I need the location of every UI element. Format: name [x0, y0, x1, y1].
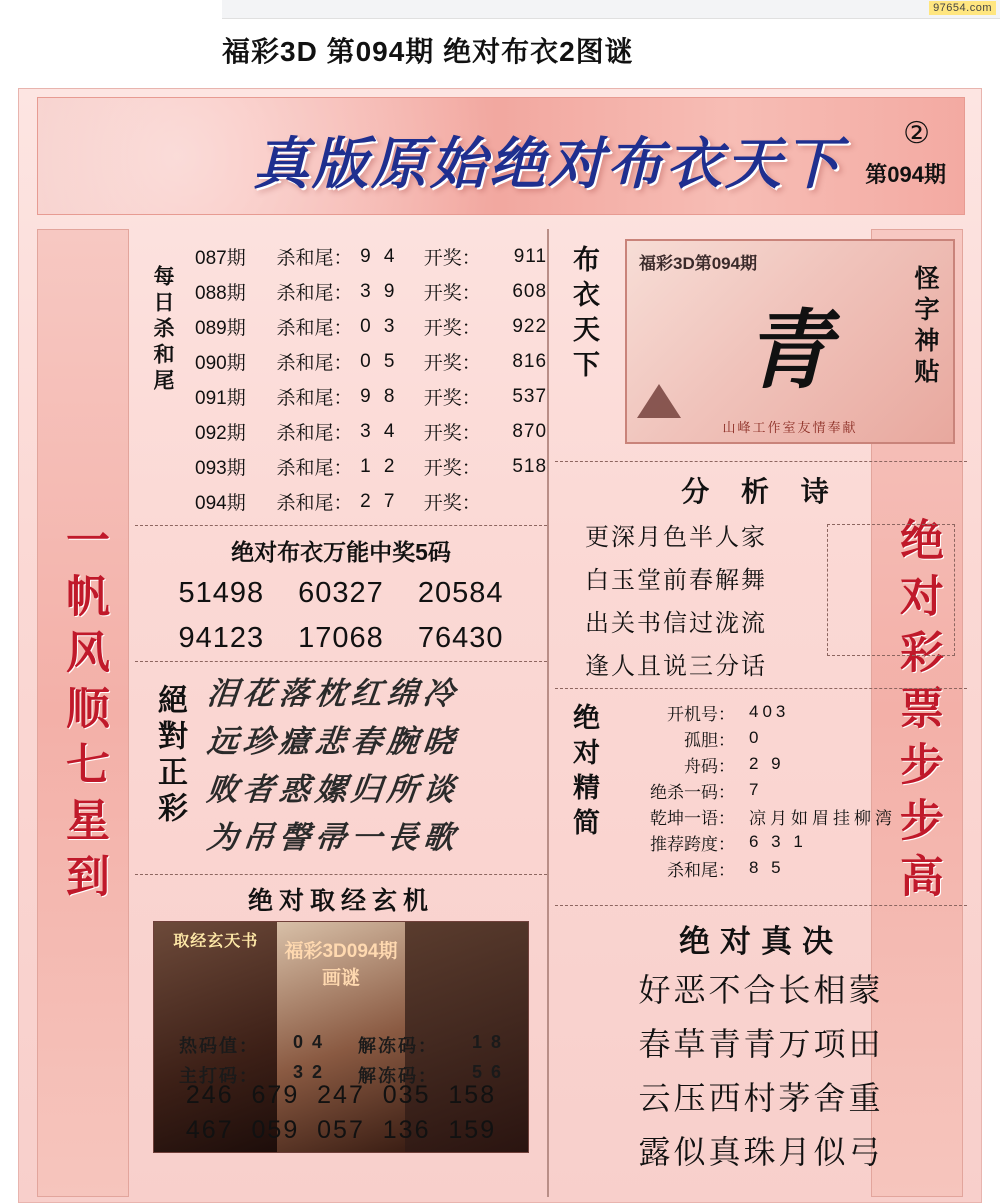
- history-kill: 0 5: [360, 350, 399, 372]
- stats-value: 403: [749, 702, 790, 721]
- photo-left-caption: 取经玄天书: [173, 933, 259, 950]
- history-draw: 816: [512, 350, 548, 372]
- qujing-key: 解冻码：: [358, 1036, 438, 1056]
- history-draw: 870: [512, 420, 548, 442]
- analysis-body: [555, 512, 967, 688]
- history-draw-label: 开奖：: [423, 353, 481, 374]
- calligraphy-poem-section: [135, 662, 547, 874]
- stats-key: 绝杀一码：: [650, 782, 735, 802]
- history-issue: 087期: [195, 248, 246, 269]
- qujing-numbers-row-2: [154, 1113, 528, 1148]
- history-draw-label: 开奖：: [423, 318, 481, 339]
- qujing-number: 158: [448, 1081, 497, 1109]
- codes-section: [135, 526, 547, 661]
- history-draw-label: 开奖：: [423, 458, 481, 479]
- codes-title: 绝对布衣万能中奖5码: [231, 539, 451, 565]
- qujing-value: 0 4: [292, 1032, 324, 1052]
- banner-circle-mark: ②: [903, 117, 930, 150]
- table-row: [135, 414, 547, 449]
- final-title: 绝对真决: [679, 924, 843, 959]
- top-strip: [222, 0, 1000, 19]
- left-side-text: 一帆风顺七星到: [58, 517, 109, 909]
- poem-line: 泪花落枕红绵冷: [205, 676, 461, 712]
- mountain-icon: [637, 384, 681, 418]
- qujing-number: 679: [251, 1081, 300, 1109]
- poem-label: 絕對正彩: [152, 684, 187, 828]
- stats-row: [625, 751, 961, 777]
- stats-value: 0: [749, 728, 763, 747]
- poster: [18, 88, 982, 1203]
- history-kill: 3 9: [360, 280, 399, 302]
- qujing-title: 绝对取经玄机: [247, 886, 434, 915]
- analysis-lines: [585, 516, 835, 688]
- table-row: [135, 484, 547, 519]
- poem-line: 为吊謦帚一長歌: [205, 820, 461, 856]
- site-watermark: 97654.com: [929, 1, 996, 15]
- qujing-number: 467: [185, 1116, 234, 1144]
- history-kill: 1 2: [360, 455, 399, 477]
- history-kill: 9 8: [360, 385, 399, 407]
- qujing-key: 解冻码：: [358, 1066, 438, 1086]
- stats-key: 开机号：: [667, 704, 735, 724]
- stats-key: 推荐跨度：: [650, 834, 735, 854]
- stats-key: 孤胆：: [684, 730, 735, 750]
- history-tag: 杀和尾：: [276, 493, 353, 514]
- qujing-key: 主打码：: [178, 1066, 259, 1086]
- final-line: 云压西村茅舍重: [638, 1080, 884, 1116]
- code-value: 94123: [178, 622, 265, 654]
- history-kill: 0 3: [360, 315, 399, 337]
- history-tag: 杀和尾：: [276, 458, 353, 479]
- history-issue: 094期: [195, 493, 246, 514]
- history-draw: 608: [512, 280, 548, 302]
- code-value: 17068: [298, 622, 384, 654]
- codes-row-2: [135, 616, 547, 661]
- qujing-number: 246: [185, 1081, 234, 1109]
- charm-vertical-label: 布衣天下: [569, 245, 599, 385]
- qujing-number: 057: [317, 1116, 365, 1144]
- charm-side-label: 怪字神贴: [911, 265, 939, 389]
- stats-value: 6 3 1: [749, 832, 807, 851]
- qujing-number: 159: [448, 1116, 497, 1144]
- stats-value: 凉月如眉挂柳湾: [749, 808, 896, 828]
- banner-issue: 第094期: [865, 162, 946, 187]
- history-draw-label: 开奖：: [423, 388, 481, 409]
- stats-value: 8 5: [749, 858, 785, 877]
- photo-center-caption: 福彩3D094期画谜: [284, 941, 398, 989]
- qujing-number: 035: [382, 1081, 431, 1109]
- table-row: [135, 379, 547, 414]
- qujing-number: 247: [317, 1081, 365, 1109]
- table-row: [135, 449, 547, 484]
- history-issue: 093期: [195, 458, 246, 479]
- analysis-title: 分 析 诗: [681, 476, 841, 507]
- code-value: 51498: [178, 577, 265, 609]
- analysis-section: [555, 462, 967, 688]
- codes-row-1: [135, 571, 547, 616]
- stats-row: [625, 803, 961, 829]
- history-issue: 090期: [195, 353, 246, 374]
- right-content-column: [555, 229, 967, 1197]
- analysis-line: 白玉堂前春解舞: [585, 567, 767, 594]
- poster-banner: [37, 97, 965, 215]
- stats-section: [555, 689, 967, 905]
- stats-key: 乾坤一语：: [650, 808, 735, 828]
- history-issue: 089期: [195, 318, 246, 339]
- history-kill: 3 4: [360, 420, 399, 442]
- final-section: [555, 906, 967, 1179]
- history-tag: 杀和尾：: [276, 248, 353, 269]
- history-draw-label: 开奖：: [423, 248, 481, 269]
- poem-line: 败者惑嫘归所谈: [205, 772, 461, 808]
- final-line: 好恶不合长相蒙: [638, 972, 884, 1008]
- qujing-value: 1 8: [472, 1032, 504, 1052]
- poem-lines: [207, 670, 537, 862]
- qujing-number: 136: [382, 1116, 431, 1144]
- analysis-line: 更深月色半人家: [585, 524, 767, 551]
- stats-key: 杀和尾：: [667, 860, 735, 880]
- history-section: [135, 229, 547, 525]
- history-draw: 911: [513, 245, 548, 267]
- empty-placeholder-box: [827, 524, 955, 656]
- history-tag: 杀和尾：: [276, 353, 353, 374]
- qujing-key: 热码值：: [178, 1036, 259, 1056]
- table-row: [135, 344, 547, 379]
- charm-image: [625, 239, 955, 444]
- table-row: [135, 274, 547, 309]
- history-issue: 092期: [195, 423, 246, 444]
- charm-glyph: 青: [745, 300, 831, 401]
- history-issue: 088期: [195, 283, 246, 304]
- stats-row: [625, 855, 961, 881]
- stats-row: [625, 829, 961, 855]
- code-value: 20584: [417, 577, 504, 609]
- history-label: 每日杀和尾: [151, 265, 174, 395]
- left-side-column: [37, 229, 129, 1197]
- qujing-value: 5 6: [472, 1062, 504, 1082]
- analysis-line: 出关书信过泷流: [585, 610, 767, 637]
- qujing-section: [135, 875, 547, 1153]
- history-tag: 杀和尾：: [276, 388, 353, 409]
- charm-footer: 山峰工作室友情奉献: [722, 420, 858, 435]
- history-issue: 091期: [195, 388, 246, 409]
- qujing-numbers-row-1: [154, 1078, 528, 1113]
- stats-value: 2 9: [749, 754, 785, 773]
- banner-title: 真版原始绝对布衣天下: [253, 131, 843, 197]
- page-title: 福彩3D 第094期 绝对布衣2图谜: [222, 36, 634, 67]
- poster-content: [135, 229, 967, 1197]
- stats-row: [625, 699, 961, 725]
- qujing-value: 3 2: [292, 1062, 324, 1082]
- table-row: [135, 309, 547, 344]
- poem-line: 远珍癔悲春腕晓: [205, 724, 461, 760]
- left-content-column: [135, 229, 549, 1197]
- table-row: [135, 239, 547, 274]
- history-draw-label: 开奖：: [423, 493, 481, 514]
- right-side-text: 绝对彩票步步高: [892, 517, 943, 909]
- history-draw: 537: [512, 385, 548, 407]
- charm-header: 福彩3D第094期: [639, 254, 758, 273]
- history-draw: 922: [512, 315, 548, 337]
- stats-rows: [625, 699, 961, 881]
- stats-row: [625, 725, 961, 751]
- history-tag: 杀和尾：: [276, 318, 353, 339]
- final-line: 春草青青万项田: [638, 1026, 884, 1062]
- stats-key: 舟码：: [684, 756, 735, 776]
- qujing-number: 059: [251, 1116, 300, 1144]
- history-draw: 518: [512, 455, 548, 477]
- history-tag: 杀和尾：: [276, 283, 353, 304]
- qujing-photo-strip: [153, 921, 529, 1153]
- stats-label: 绝对精简: [569, 703, 599, 843]
- stats-value: 7: [749, 780, 763, 799]
- history-kill: 2 7: [360, 490, 399, 512]
- qujing-row: [154, 1030, 528, 1060]
- analysis-line: 逢人且说三分话: [585, 653, 767, 680]
- history-kill: 9 4: [360, 245, 399, 267]
- history-tag: 杀和尾：: [276, 423, 353, 444]
- code-value: 76430: [417, 622, 504, 654]
- qujing-numbers: [154, 1078, 528, 1148]
- history-draw-label: 开奖：: [423, 283, 481, 304]
- final-line: 露似真珠月似弓: [638, 1134, 884, 1170]
- code-value: 60327: [298, 577, 384, 609]
- charm-section: [555, 229, 967, 461]
- stats-row: [625, 777, 961, 803]
- history-draw-label: 开奖：: [423, 423, 481, 444]
